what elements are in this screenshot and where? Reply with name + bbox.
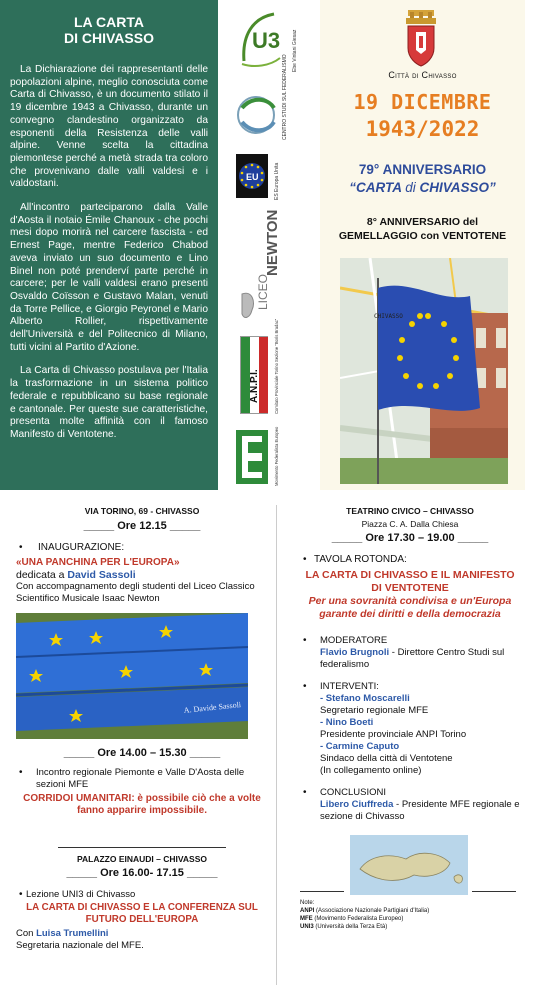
time-1215: _____ Ore 12.15 _____	[83, 520, 201, 532]
moderator-label: • MODERATORE	[300, 635, 520, 647]
lesson-with: Con	[16, 928, 37, 939]
caputo-name: - Carmine Caputo	[320, 741, 400, 752]
lesson-speaker	[16, 928, 268, 940]
conclusions-label: • CONCLUSIONI	[300, 787, 520, 799]
regional-meeting: • Incontro regionale Piemonte e Valle D'Aosta delle sezioni MFE	[16, 767, 268, 791]
anniversary-quote-end: CHIVASSO”	[415, 180, 496, 195]
time-1600-text: Ore 16.00- 17.15	[100, 867, 184, 879]
corridoi-umanitari	[16, 793, 268, 817]
city-name: Città di Chivasso	[388, 70, 457, 80]
round-table-title: LA CARTA DI CHIVASSO E IL MANIFESTO DI VENTOTENE	[305, 569, 515, 594]
uni3-lesson: • Lezione UNI3 di Chivasso	[16, 889, 268, 901]
corridoi-subtitle: : è possibile ciò che a volte fanno apparire impossibile.	[76, 793, 261, 816]
newton-text: NEWTON	[264, 209, 281, 276]
svg-text:U3: U3	[252, 28, 281, 53]
boeti-name: - Nino Boeti	[320, 717, 374, 728]
event-header	[320, 0, 525, 490]
program-left	[16, 504, 268, 952]
mfe-logo	[234, 428, 300, 488]
time-1730-text: Ore 17.30 – 19.00	[365, 532, 455, 544]
centro-studi-caption: CENTRO STUDI SUL FEDERALISMO	[282, 54, 288, 140]
twinning-line-2: GEMELLAGGIO con VENTOTENE	[338, 230, 507, 242]
ciuffreda-role: - Presidente MFE regionale e sezione di Chivasso	[320, 799, 520, 822]
note-uni3-abbr: UNI3	[300, 924, 314, 930]
panel-paragraph-3: La Carta di Chivasso postulava per l'Italia la trasformazione in un sistema politico federale e repubblicano su base regionale e cantonale. Per queste sue caratteristiche, presenta molte affinità con il famoso Manifesto di Ventotene.	[10, 365, 208, 440]
lesson-title: LA CARTA DI CHIVASSO E LA CONFERENZA SUL FUTURO DELL'EUROPA	[26, 902, 258, 925]
round-table: • TAVOLA ROTONDA:	[300, 554, 520, 566]
sponsor-logos	[228, 0, 308, 490]
note-uni3	[300, 923, 520, 931]
anniversary-quote-start: “CARTA	[349, 180, 406, 195]
brugnoli-role: - Direttore Centro Studi sul federalismo	[320, 647, 505, 670]
students-note: Con accompagnamento degli studenti del Liceo Classico Scientifico Musicale Isaac Newton	[16, 581, 255, 604]
panel-paragraph-2: All'incontro parteciparono dalla Valle d'Aosta il notaio Émile Chanoux - che pochi mesi dopo morirà nel carcere fascista - ed Ernest Page, mentre Federico Chabod aveva inviato un suo documento e Lino Binel non poté prenderví parte perché in carcere; per le valli valdesi erano presenti Osvaldo Coïsson e Gustavo Malan, venuti da Torre Pellice, e Giorgio Peyronel e Mario Alberto Rollier, rispettivamente dell'Università e del Politecnico di Milano, tutti vicini al Partito d'Azione.	[10, 202, 208, 353]
caputo-note: (In collegamento online)	[320, 765, 422, 776]
anniversary-line-2	[320, 180, 525, 195]
liceo-text: LICEO	[256, 273, 270, 310]
map-flag-photo	[340, 258, 508, 484]
europa-unita-logo	[234, 152, 300, 202]
panel-title-line1: LA CARTA	[74, 14, 144, 30]
venue-palazzo-einaudi: PALAZZO EINAUDI – CHIVASSO	[76, 854, 208, 864]
bench-title: «UNA PANCHINA PER L'EUROPA»	[16, 557, 180, 568]
section-separator	[58, 847, 226, 848]
sassoli-name: David Sassoli	[67, 569, 136, 581]
moscarelli-name: - Stefano Moscarelli	[320, 693, 410, 704]
centro-studi-logo	[234, 54, 300, 144]
note-mfe	[300, 915, 520, 923]
note-mfe-abbr: MFE	[300, 916, 313, 922]
ciuffreda-name: Libero Ciuffreda	[320, 799, 394, 810]
venue-teatrino: TEATRINO CIVICO – CHIVASSO	[346, 506, 474, 516]
anniversary-line-1: 79° ANNIVERSARIO	[358, 162, 487, 177]
twinning-line-1: 8° ANNIVERSARIO del	[366, 216, 479, 228]
note-anpi-desc: (Associazione Nazionale Partigiani d'Italia)	[314, 908, 430, 914]
time-1215-text: Ore 12.15	[117, 520, 167, 532]
dedication-line	[16, 569, 268, 581]
trumellini-role: Segretaria nazionale del MFE.	[16, 940, 144, 951]
anniversary-di: di	[405, 180, 416, 195]
note-mfe-desc: (Movimento Federalista Europeo)	[312, 916, 404, 922]
liceo-newton-logo	[234, 209, 300, 326]
anpi-caption: Comitato Provinciale Torino Sezione "Boris Bradac"	[274, 318, 279, 414]
bench-photo	[16, 613, 248, 739]
teatrino-address: Piazza C. A. Dalla Chiesa	[361, 519, 459, 529]
bench-plaque: A. Davide Sassoli	[183, 700, 242, 715]
panel-title	[10, 14, 208, 46]
note-anpi-abbr: ANPI	[300, 908, 315, 914]
anpi-logo	[234, 318, 300, 416]
trumellini-name: Luisa Trumellini	[36, 928, 109, 939]
dedication-text: dedicata a	[16, 569, 68, 581]
conclusions-info	[300, 799, 520, 823]
time-1600: _____ Ore 16.00- 17.15 _____	[66, 867, 218, 879]
moderator-info	[300, 647, 520, 671]
europa-unita-caption: ES Europa Unita	[274, 162, 280, 200]
inauguration: • INAUGURAZIONE:	[16, 542, 268, 554]
map-rule-right	[472, 891, 516, 892]
note-uni3-desc: (Università della Terza Età)	[313, 924, 388, 930]
corridoi-title: CORRIDOI UMANITARI	[23, 793, 132, 804]
map-label: CHIVASSO	[374, 313, 403, 320]
panel-title-line2: DI CHIVASSO	[64, 30, 154, 46]
anpi-text: A.N.P.I.	[249, 369, 260, 403]
caputo-role: Sindaco della città di Ventotene	[320, 753, 453, 764]
time-1400: _____ Ore 14.00 – 15.30 _____	[63, 747, 221, 759]
program-right	[300, 504, 520, 931]
note-anpi	[300, 907, 520, 915]
notes-title: Note:	[300, 900, 315, 906]
chivasso-coat-of-arms-icon	[400, 10, 442, 68]
date-line-2: 1943/2022	[365, 117, 480, 141]
boeti-role: Presidente provinciale ANPI Torino	[320, 729, 467, 740]
notes	[300, 899, 520, 931]
time-1400-text: Ore 14.00 – 15.30	[97, 747, 187, 759]
speakers-label: • INTERVENTI:	[300, 681, 520, 693]
venue-via-torino: VIA TORINO, 69 - CHIVASSO	[84, 506, 200, 516]
ventotene-map	[300, 835, 520, 897]
panel-paragraph-1: La Dichiarazione dei rappresentanti delle popolazioni alpine, meglio conosciuta come Carta di Chivasso, è un documento stilato il 19 dicembre 1943 a Chivasso, durante un convegno clandestino organizzato da esponenti della Resistenza delle valli alpine. Venne scelta la cittadina piemontese perché a metà strada tra coloro che provenivano dalle valli valdesi e i valdostani.	[10, 64, 208, 190]
carta-info-panel	[0, 0, 218, 490]
map-rule-left	[300, 891, 344, 892]
column-divider	[276, 505, 277, 985]
time-1730: _____ Ore 17.30 – 19.00 _____	[331, 532, 489, 544]
mfe-caption: Movimento Federalista Europeo	[274, 426, 279, 486]
date-line-1: 19 DICEMBRE	[353, 90, 492, 114]
moscarelli-role: Segretario regionale MFE	[320, 705, 429, 716]
round-table-subtitle: Per una sovranità condivisa e un'Europa garante dei diritti e della democrazia	[308, 595, 512, 620]
svg-text:EU: EU	[246, 172, 259, 182]
uni3-caption: Ebe Vintani Giesaz	[292, 29, 298, 72]
brugnoli-name: Flavio Brugnoli	[320, 647, 390, 658]
uni3-logo	[234, 6, 300, 76]
